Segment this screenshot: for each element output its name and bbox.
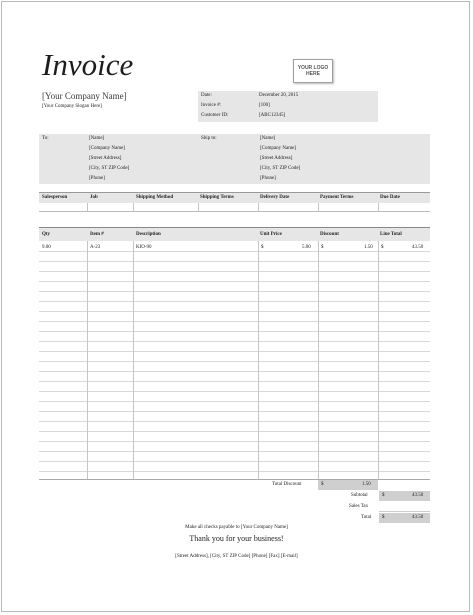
grid-line (39, 391, 430, 392)
items-col-qty: Qty (42, 232, 51, 237)
column-divider (378, 203, 379, 212)
checks-payable-note: Make all checks payable to [Your Company Name] (185, 525, 288, 530)
grid-line (39, 401, 430, 402)
subtotal-value: 43.50 (412, 493, 424, 498)
items-col-discount: Discount (320, 232, 339, 237)
grid-line (39, 351, 430, 352)
ship-to-line[interactable]: [City, ST ZIP Code] (260, 166, 301, 171)
table-row[interactable] (39, 241, 430, 251)
order-info-row[interactable] (39, 203, 430, 212)
bill-to-line[interactable]: [City, ST ZIP Code] (89, 166, 130, 171)
order-col-job: Job (90, 195, 98, 200)
grid-line (39, 341, 430, 342)
bill-to-line[interactable]: [Company Name] (89, 146, 125, 151)
row-qty[interactable]: 9.00 (42, 245, 51, 250)
thank-you-note: Thank you for your business! (189, 534, 284, 543)
meta-invoice-label: Invoice #: (201, 103, 222, 108)
column-divider (258, 203, 259, 212)
column-divider (133, 241, 134, 479)
logo-line-2: HERE (306, 71, 320, 77)
bill-to-label: To: (42, 136, 49, 141)
column-divider (318, 241, 319, 479)
grid-line (39, 371, 430, 372)
items-col-unit-price: Unit Price (260, 232, 282, 237)
column-divider (198, 203, 199, 212)
invoice-meta-box (198, 91, 378, 122)
meta-invoice-row (198, 101, 378, 111)
company-name[interactable]: [Your Company Name] (42, 91, 127, 101)
total-discount-currency: $ (321, 482, 324, 487)
grid-line (39, 311, 430, 312)
bill-to-line[interactable]: [Phone] (89, 176, 105, 181)
meta-invoice-value[interactable]: [100] (259, 103, 270, 108)
items-col-description: Description (136, 232, 161, 237)
grid-line (39, 301, 430, 302)
bill-to-line[interactable]: [Name] (89, 136, 105, 141)
column-divider (378, 241, 379, 479)
row-unit-currency: $ (261, 245, 264, 250)
order-col-salesperson: Salesperson (42, 195, 68, 200)
grid-line (39, 411, 430, 412)
order-col-payment-terms: Payment Terms (320, 195, 354, 200)
ship-to-line[interactable]: [Name] (260, 136, 276, 141)
total-cell (379, 513, 430, 523)
total-discount-value: 1.50 (362, 482, 371, 487)
total-label: Total (361, 515, 372, 520)
logo-line-1: YOUR LOGO (297, 65, 329, 71)
meta-customer-label: Customer ID: (201, 113, 229, 118)
company-slogan[interactable]: [Your Company Slogan Here] (42, 104, 102, 109)
column-divider (87, 241, 88, 479)
row-line-total: 43.50 (412, 245, 424, 250)
total-discount-cell (318, 480, 378, 490)
grid-line (39, 271, 430, 272)
meta-customer-value[interactable]: [ABC12345] (259, 113, 286, 118)
subtotal-cell (379, 491, 430, 501)
row-item[interactable]: A-23 (90, 245, 101, 250)
order-col-shipping-method: Shipping Method (136, 195, 174, 200)
items-grid (39, 241, 430, 479)
column-divider (133, 203, 134, 212)
address-box (39, 134, 430, 184)
grid-line (39, 321, 430, 322)
ship-to-line[interactable]: [Company Name] (260, 146, 296, 151)
grid-line (39, 451, 430, 452)
column-divider (87, 203, 88, 212)
grid-line (39, 441, 430, 442)
meta-date-label: Date: (201, 93, 212, 98)
order-col-delivery-date: Delivery Date (260, 195, 290, 200)
grid-line (39, 381, 430, 382)
total-currency: $ (382, 515, 385, 520)
grid-line (39, 361, 430, 362)
items-col-item: Item # (90, 232, 104, 237)
items-col-line-total: Line Total (380, 232, 402, 237)
ship-to-line[interactable]: [Phone] (260, 176, 276, 181)
total-value: 43.50 (412, 515, 424, 520)
footer-contact: [Street Address], [City, ST ZIP Code] [Phone] [Fax] [E-mail] (175, 554, 298, 559)
row-description[interactable]: KIO-90 (136, 245, 152, 250)
row-discount[interactable]: 1.50 (364, 245, 373, 250)
sales-tax-label: Sales Tax (349, 504, 369, 509)
grid-line (39, 471, 430, 472)
meta-date-value[interactable]: December 20, 2015 (259, 93, 299, 98)
grid-line (39, 331, 430, 332)
ship-to-label: Ship to: (201, 136, 217, 141)
ship-to-line[interactable]: [Street Address] (260, 156, 293, 161)
meta-date-row (198, 91, 378, 101)
column-divider (258, 241, 259, 479)
column-divider (318, 203, 319, 212)
logo-placeholder[interactable] (293, 59, 333, 83)
grid-line (39, 251, 430, 252)
subtotal-label: Subtotal (351, 493, 368, 498)
order-info-header (39, 192, 430, 203)
meta-customer-row (198, 111, 378, 121)
row-unit-price[interactable]: 5.00 (302, 245, 311, 250)
grid-line (39, 461, 430, 462)
grid-line (39, 431, 430, 432)
bill-to-line[interactable]: [Street Address] (89, 156, 122, 161)
order-col-due-date: Due Date (380, 195, 400, 200)
row-discount-currency: $ (321, 245, 324, 250)
grid-line (39, 261, 430, 262)
grid-line (39, 421, 430, 422)
subtotal-currency: $ (382, 493, 385, 498)
invoice-page (1, 1, 470, 612)
row-total-currency: $ (381, 245, 384, 250)
total-discount-label: Total Discount (272, 482, 302, 487)
invoice-title: Invoice (42, 47, 134, 82)
order-col-shipping-terms: Shipping Terms (200, 195, 234, 200)
grid-line (39, 291, 430, 292)
items-header (39, 227, 430, 241)
sales-tax-input[interactable] (379, 502, 430, 512)
grid-line (39, 281, 430, 282)
